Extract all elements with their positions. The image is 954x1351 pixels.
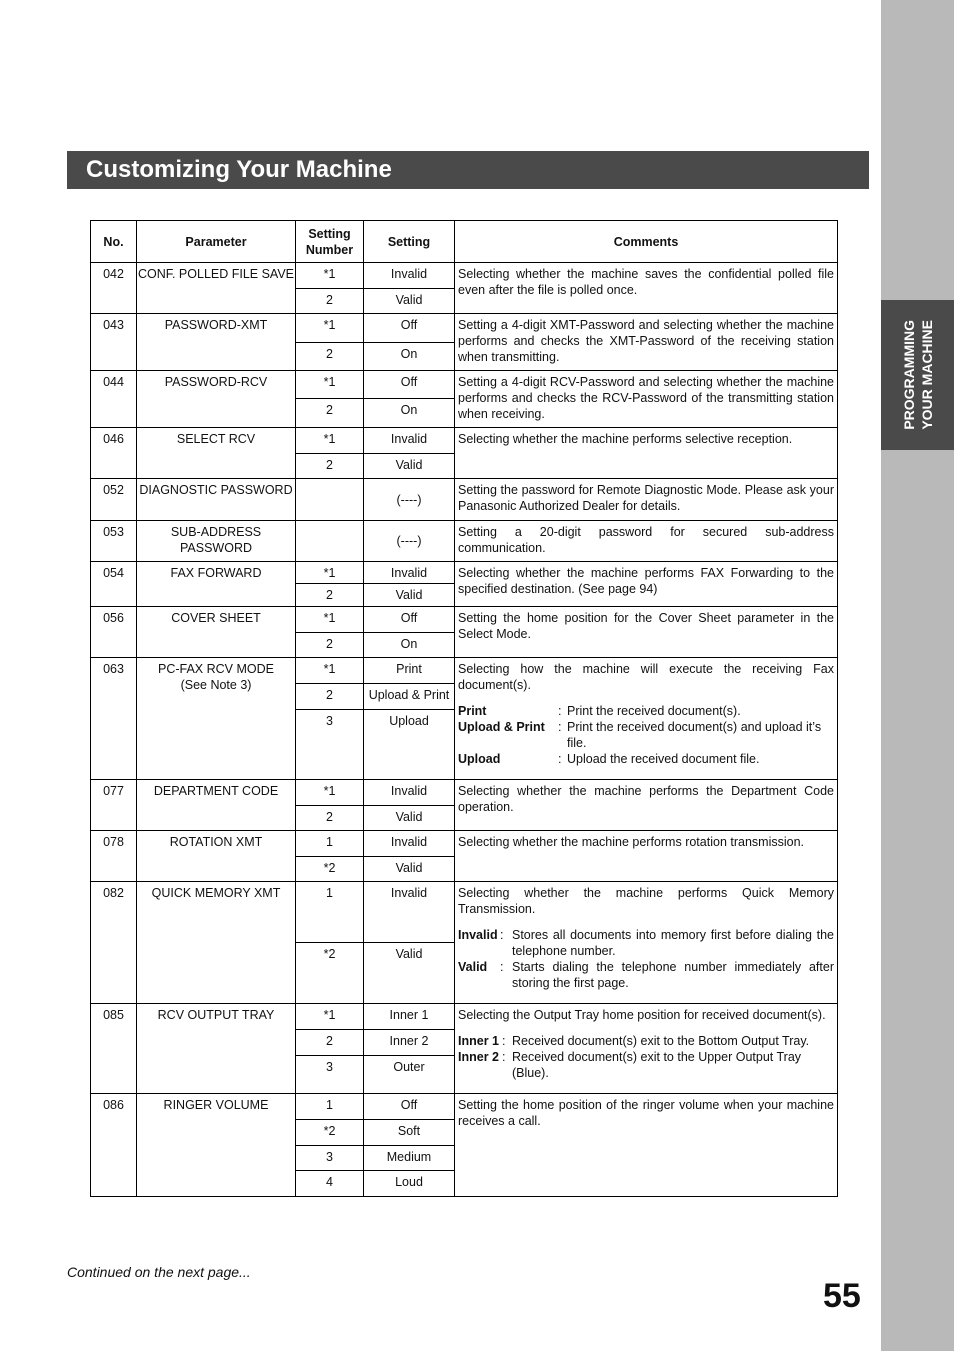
setting-value: Upload [364,710,455,780]
definition-row: Upload : Upload the received document file. [458,751,834,767]
setting-number: 1 [296,831,364,857]
header-setting: Setting [364,221,455,263]
setting-number: *2 [296,1120,364,1146]
comment: Selecting whether the machine performs selective reception. [455,428,838,479]
table-row [91,658,838,684]
header-no: No. [91,221,137,263]
table-header-row [91,221,838,263]
row-number: 052 [91,479,137,521]
row-number: 085 [91,1004,137,1094]
continued-note: Continued on the next page... [67,1264,251,1280]
setting-value: Valid [364,289,455,314]
side-margin-strip [881,0,954,1351]
comment [455,1004,838,1094]
definition-term: Invalid [458,928,498,942]
setting-value: Medium [364,1146,455,1171]
row-number: 077 [91,780,137,831]
setting-value: On [364,399,455,428]
setting-value: Print [364,658,455,684]
setting-value: Invalid [364,882,455,943]
setting-value: Valid [364,584,455,607]
setting-value: Off [364,607,455,633]
comment-text: Selecting how the machine will execute the receiving Fax document(s). [458,662,834,692]
table-row [91,1094,838,1120]
setting-number: 2 [296,1030,364,1056]
definition-text: Print the received document(s). [567,704,741,718]
setting-number: *1 [296,607,364,633]
comment: Selecting whether the machine saves the confidential polled file even after the file is polled once. [455,263,838,314]
table-row [91,882,838,943]
setting-number: *1 [296,428,364,454]
setting-number: 2 [296,684,364,710]
parameter-name: FAX FORWARD [137,562,296,607]
setting-value: Invalid [364,562,455,584]
row-number: 082 [91,882,137,1004]
definition-row: Inner 2 : Received document(s) exit to the Upper Output Tray (Blue). [458,1049,834,1081]
setting-value: Invalid [364,780,455,806]
parameter-name: SUB-ADDRESS PASSWORD [137,521,296,562]
setting-number: 2 [296,806,364,831]
setting-number: *1 [296,780,364,806]
setting-value: (----) [364,479,455,521]
comment [455,658,838,780]
table-row [91,371,838,399]
parameter-name: RINGER VOLUME [137,1094,296,1197]
comment: Setting the home position for the Cover Sheet parameter in the Select Mode. [455,607,838,658]
definition-text: Starts dialing the telephone number immediately after storing the first page. [512,960,834,990]
setting-number: *1 [296,1004,364,1030]
setting-number: 2 [296,633,364,658]
setting-value: Valid [364,857,455,882]
setting-value: Inner 2 [364,1030,455,1056]
parameter-name: DEPARTMENT CODE [137,780,296,831]
setting-number: 2 [296,289,364,314]
setting-number: *1 [296,314,364,343]
parameter-name [137,658,296,780]
definition-row: Inner 1 : Received document(s) exit to the Bottom Output Tray. [458,1033,834,1049]
parameter-name: SELECT RCV [137,428,296,479]
setting-number: 3 [296,710,364,780]
definition-term: Upload [458,752,501,766]
row-number: 053 [91,521,137,562]
table-row [91,831,838,857]
setting-value: Off [364,371,455,399]
page-title-bar [67,151,869,189]
setting-value: Off [364,1094,455,1120]
definition-term: Inner 1 [458,1034,499,1048]
header-setting-number: Setting Number [296,221,364,263]
comment: Setting the home position of the ringer volume when your machine receives a call. [455,1094,838,1197]
setting-number: *2 [296,943,364,1004]
row-number: 078 [91,831,137,882]
table-row [91,780,838,806]
parameter-name: DIAGNOSTIC PASSWORD [137,479,296,521]
setting-number: 3 [296,1056,364,1094]
parameter-name: RCV OUTPUT TRAY [137,1004,296,1094]
definition-row: Print : Print the received document(s). [458,703,834,719]
table-row [91,1004,838,1030]
setting-number: *1 [296,371,364,399]
definition-term: Upload & Print [458,720,545,734]
setting-number: *1 [296,658,364,684]
setting-value: Invalid [364,428,455,454]
table-row [91,314,838,343]
table-row [91,562,838,584]
table-row [91,263,838,289]
comment-text: Selecting the Output Tray home position for received document(s). [458,1008,826,1022]
comment [455,882,838,1004]
setting-number: *1 [296,263,364,289]
setting-number: 1 [296,1094,364,1120]
definition-text: Received document(s) exit to the Upper Output Tray (Blue). [512,1050,802,1080]
parameter-name: PASSWORD-RCV [137,371,296,428]
parameter-name: ROTATION XMT [137,831,296,882]
parameter-table [90,220,838,1197]
definition-term: Inner 2 [458,1050,499,1064]
setting-number-empty [296,521,364,562]
setting-value: Off [364,314,455,343]
header-comments: Comments [455,221,838,263]
row-number: 042 [91,263,137,314]
setting-number: 3 [296,1146,364,1171]
setting-number: *2 [296,857,364,882]
comment: Setting a 20-digit password for secured sub-address communication. [455,521,838,562]
row-number: 056 [91,607,137,658]
row-number: 063 [91,658,137,780]
setting-value: (----) [364,521,455,562]
setting-number: 2 [296,454,364,479]
comment: Selecting whether the machine performs the Department Code operation. [455,780,838,831]
definition-text: Stores all documents into memory first before dialing the telephone number. [512,928,834,958]
table-row [91,521,838,562]
parameter-name: CONF. POLLED FILE SAVE [137,263,296,314]
row-number: 046 [91,428,137,479]
row-number: 044 [91,371,137,428]
setting-number: 2 [296,399,364,428]
definition-text: Received document(s) exit to the Bottom Output Tray. [512,1034,810,1048]
setting-number: 4 [296,1171,364,1197]
comment: Setting a 4-digit XMT-Password and selecting whether the machine performs and checks the XMT-Password of the receiving station when transmitting. [455,314,838,371]
parameter-name: PASSWORD-XMT [137,314,296,371]
row-number: 086 [91,1094,137,1197]
table-row [91,428,838,454]
setting-value: Upload & Print [364,684,455,710]
section-side-tab [881,300,954,450]
setting-value: Invalid [364,263,455,289]
setting-value: On [364,343,455,371]
setting-number-empty [296,479,364,521]
setting-number: 2 [296,343,364,371]
comment: Setting the password for Remote Diagnostic Mode. Please ask your Panasonic Authorized Dealer for details. [455,479,838,521]
comment: Selecting whether the machine performs rotation transmission. [455,831,838,882]
setting-number: 1 [296,882,364,943]
table-row [91,479,838,521]
setting-value: Valid [364,806,455,831]
comment: Selecting whether the machine performs FAX Forwarding to the specified destination. (See page 94) [455,562,838,607]
parameter-name-text: PC-FAX RCV MODE [158,662,274,676]
comment: Setting a 4-digit RCV-Password and selecting whether the machine performs and checks the RCV-Password of the transmitting station when receiving. [455,371,838,428]
page-number: 55 [823,1277,861,1315]
setting-value: Outer [364,1056,455,1094]
definition-row: Valid : Starts dialing the telephone number immediately after storing the first page. [458,960,834,990]
row-number: 054 [91,562,137,607]
setting-value: Soft [364,1120,455,1146]
definition-term: Valid [458,960,488,974]
setting-value: On [364,633,455,658]
definition-row: Upload & Print : Print the received document(s) and upload it’s file. [458,719,834,751]
header-parameter: Parameter [137,221,296,263]
setting-value: Invalid [364,831,455,857]
setting-number: 2 [296,584,364,607]
row-number: 043 [91,314,137,371]
definition-term: Print [458,704,487,718]
parameter-note: (See Note 3) [180,678,252,692]
setting-value: Valid [364,454,455,479]
page-title: Customizing Your Machine [86,156,392,183]
parameter-name: COVER SHEET [137,607,296,658]
setting-value: Loud [364,1171,455,1197]
section-side-tab-label: PROGRAMMING YOUR MACHINE [900,320,935,430]
parameter-name: QUICK MEMORY XMT [137,882,296,1004]
definition-text: Upload the received document file. [567,752,760,766]
definition-text: Print the received document(s) and upload it’s file. [567,720,822,750]
setting-value: Valid [364,943,455,1004]
table-row [91,607,838,633]
comment-text: Selecting whether the machine performs Quick Memory Transmission. [458,886,834,916]
setting-value: Inner 1 [364,1004,455,1030]
setting-number: *1 [296,562,364,584]
definition-row: Invalid : Stores all documents into memory first before dialing the telephone number. [458,928,834,958]
